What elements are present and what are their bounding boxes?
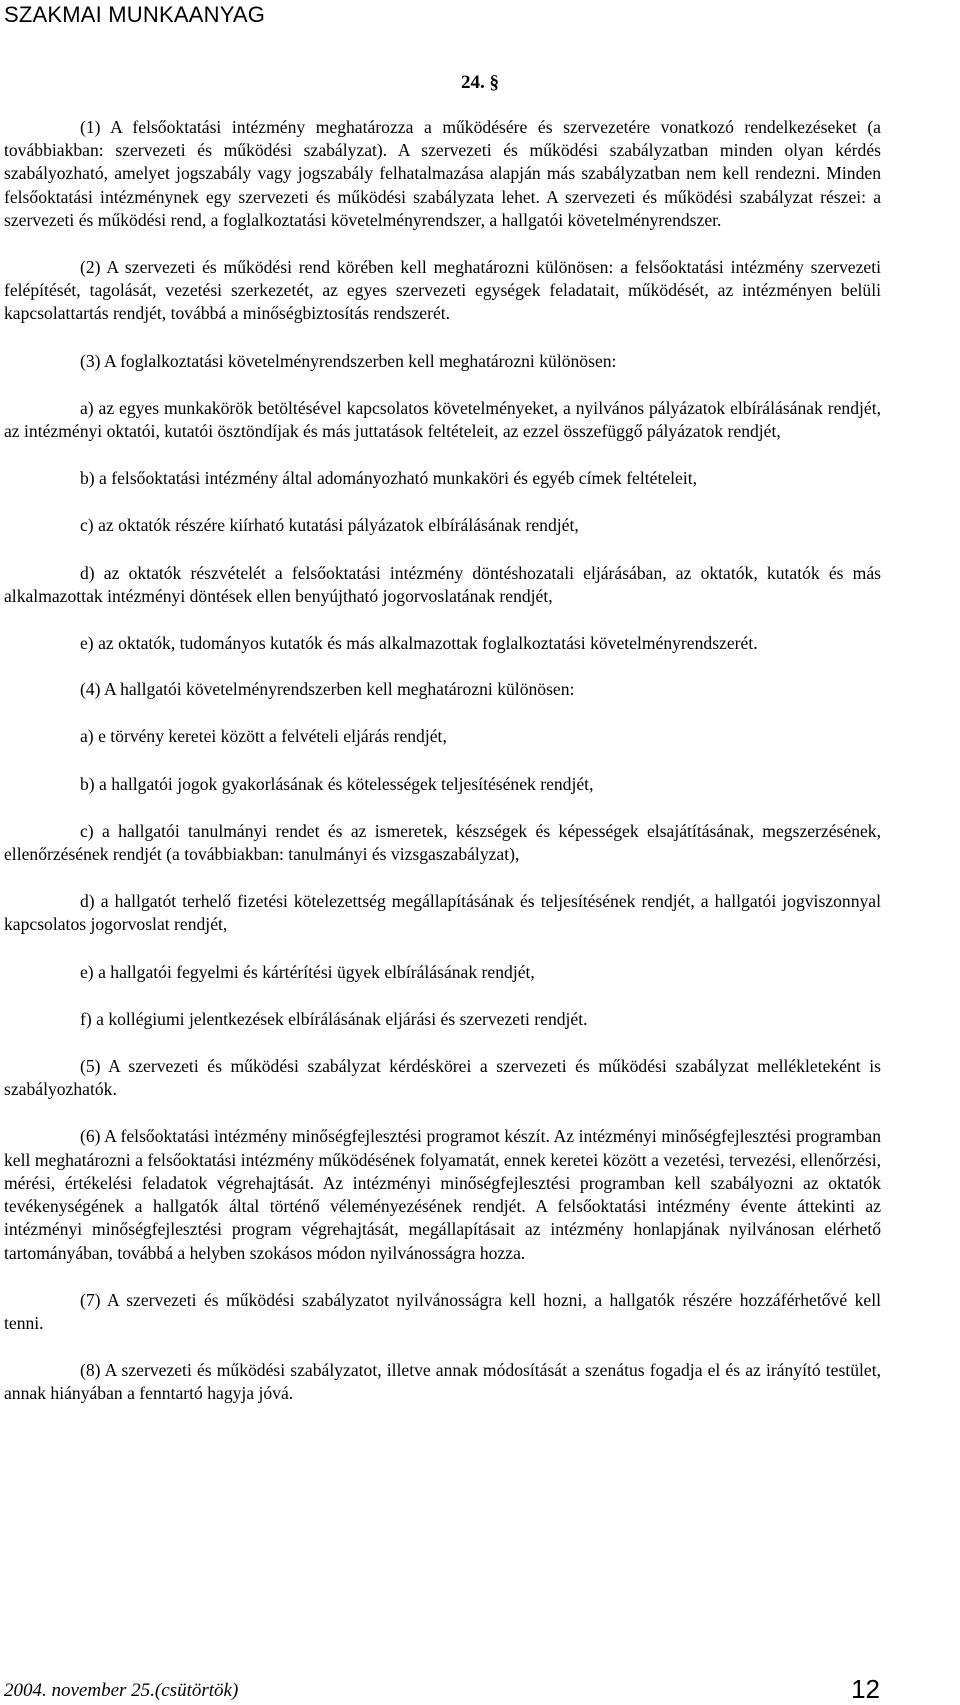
paragraph-4-intro: (4) A hallgatói követelményrendszerben kell meghatározni különösen: [80, 679, 575, 700]
list-item-4e: e) a hallgatói fegyelmi és kártérítési ügyek elbírálásának rendjét, [80, 961, 535, 982]
paragraph-6: (6) A felsőoktatási intézmény minőségfejlesztési programot készít. Az intézményi minőségfejlesztési programban kell meghatározni a felsőoktatási intézmény működésének folyamatát, ennek keretei között a vezetési, tervezési, ellenőrzési, mérési, értékelési feladatok végrehajtását. Az intézményi minőségfejlesztési programban kell szabályozni az oktatók tevékenységének a hallgatók által történő véleményezésének rendjét. A felsőoktatási intézmény évente áttekinti az intézményi minőségfejlesztési program végrehajtását, megállapításait az intézmény honlapjának nyilvánosan elérhető tartományában, továbbá a helyben szokásos módon nyilvánosságra hozza. [4, 1126, 881, 1263]
paragraph-1: (1) A felsőoktatási intézmény meghatározza a működésére és szervezetére vonatkozó rendelkezéseket (a továbbiakban: szervezeti és működési szabályzat). A szervezeti és működési szabályzatban minden olyan kérdés szabályozható, amelyet jogszabály vagy jogszabály felhatalmazása alapján más szabályzatban nem kell rendezni. Minden felsőoktatási intézménynek egy szervezeti és működési szabályzata lehet. A szervezeti és működési szabályzat részei: a szervezeti és működési rend, a foglalkoztatási követelményrendszer, a hallgatói követelményrendszer. [4, 117, 881, 230]
list-item-4d: d) a hallgatót terhelő fizetési kötelezettség megállapításának és teljesítésének rendjét, a hallgatói jogviszonnyal kapcsolatos jogorvoslat rendjét, [4, 891, 881, 935]
list-item-3e: e) az oktatók, tudományos kutatók és más alkalmazottak foglalkoztatási követelményrendszerét. [80, 633, 758, 654]
paragraph-3-intro: (3) A foglalkoztatási követelményrendszerben kell meghatározni különösen: [80, 350, 617, 371]
paragraph-7: (7) A szervezeti és működési szabályzatot nyilvánosságra kell hozni, a hallgatók részére hozzáférhetővé kell tenni. [4, 1289, 881, 1333]
list-item-4f: f) a kollégiumi jelentkezések elbírálásának eljárási és szervezeti rendjét. [80, 1008, 588, 1029]
list-item-3d: d) az oktatók részvételét a felsőoktatási intézmény döntéshozatali eljárásában, az oktatók, kutatók és más alkalmazottak intézményi döntések ellen benyújtható jogorvoslatának rendjét, [4, 562, 881, 606]
list-item-3b: b) a felsőoktatási intézmény által adományozható munkaköri és egyéb címek feltételeit, [80, 468, 698, 489]
document-header: SZAKMAI MUNKAANYAG [4, 2, 266, 27]
list-item-4c: c) a hallgatói tanulmányi rendet és az ismeretek, készségek és képességek elsajátításának, megszerzésének, ellenőrzésének rendjét (a továbbiakban: tanulmányi és vizsgaszabályzat), [4, 820, 881, 865]
page-number: 12 [851, 1674, 880, 1704]
list-item-3a: a) az egyes munkakörök betöltésével kapcsolatos követelményeket, a nyilvános pályázatok elbírálásának rendjét, az intézményi oktatói, kutatói ösztöndíjak és más juttatások feltételeit, az ezzel összefüggő pályázatok rendjét, [4, 397, 881, 442]
page-footer [0, 1670, 960, 1705]
list-item-3c: c) az oktatók részére kiírható kutatási pályázatok elbírálásának rendjét, [80, 515, 579, 536]
paragraph-5: (5) A szervezeti és működési szabályzat kérdéskörei a szervezeti és működési szabályzat mellékleteként is szabályozhatók. [4, 1056, 881, 1100]
footer-date: 2004. november 25.(csütörtök) [4, 1680, 239, 1701]
section-title: 24. § [461, 72, 499, 93]
list-item-4a: a) e törvény keretei között a felvételi eljárás rendjét, [80, 726, 447, 747]
list-item-4b: b) a hallgatói jogok gyakorlásának és kötelességek teljesítésének rendjét, [80, 773, 594, 794]
paragraph-8: (8) A szervezeti és működési szabályzatot, illetve annak módosítását a szenátus fogadja el és az irányító testület, annak hiányában a fenntartó hagyja jóvá. [4, 1360, 881, 1404]
paragraph-2: (2) A szervezeti és működési rend körében kell meghatározni különösen: a felsőoktatási intézmény szervezeti felépítését, tagolását, vezetési szerkezetét, az egyes szervezeti egységek feladatait, működését, az intézményen belüli kapcsolattartás rendjét, továbbá a minőségbiztosítás rendszerét. [4, 257, 881, 324]
document-body [4, 116, 881, 1406]
